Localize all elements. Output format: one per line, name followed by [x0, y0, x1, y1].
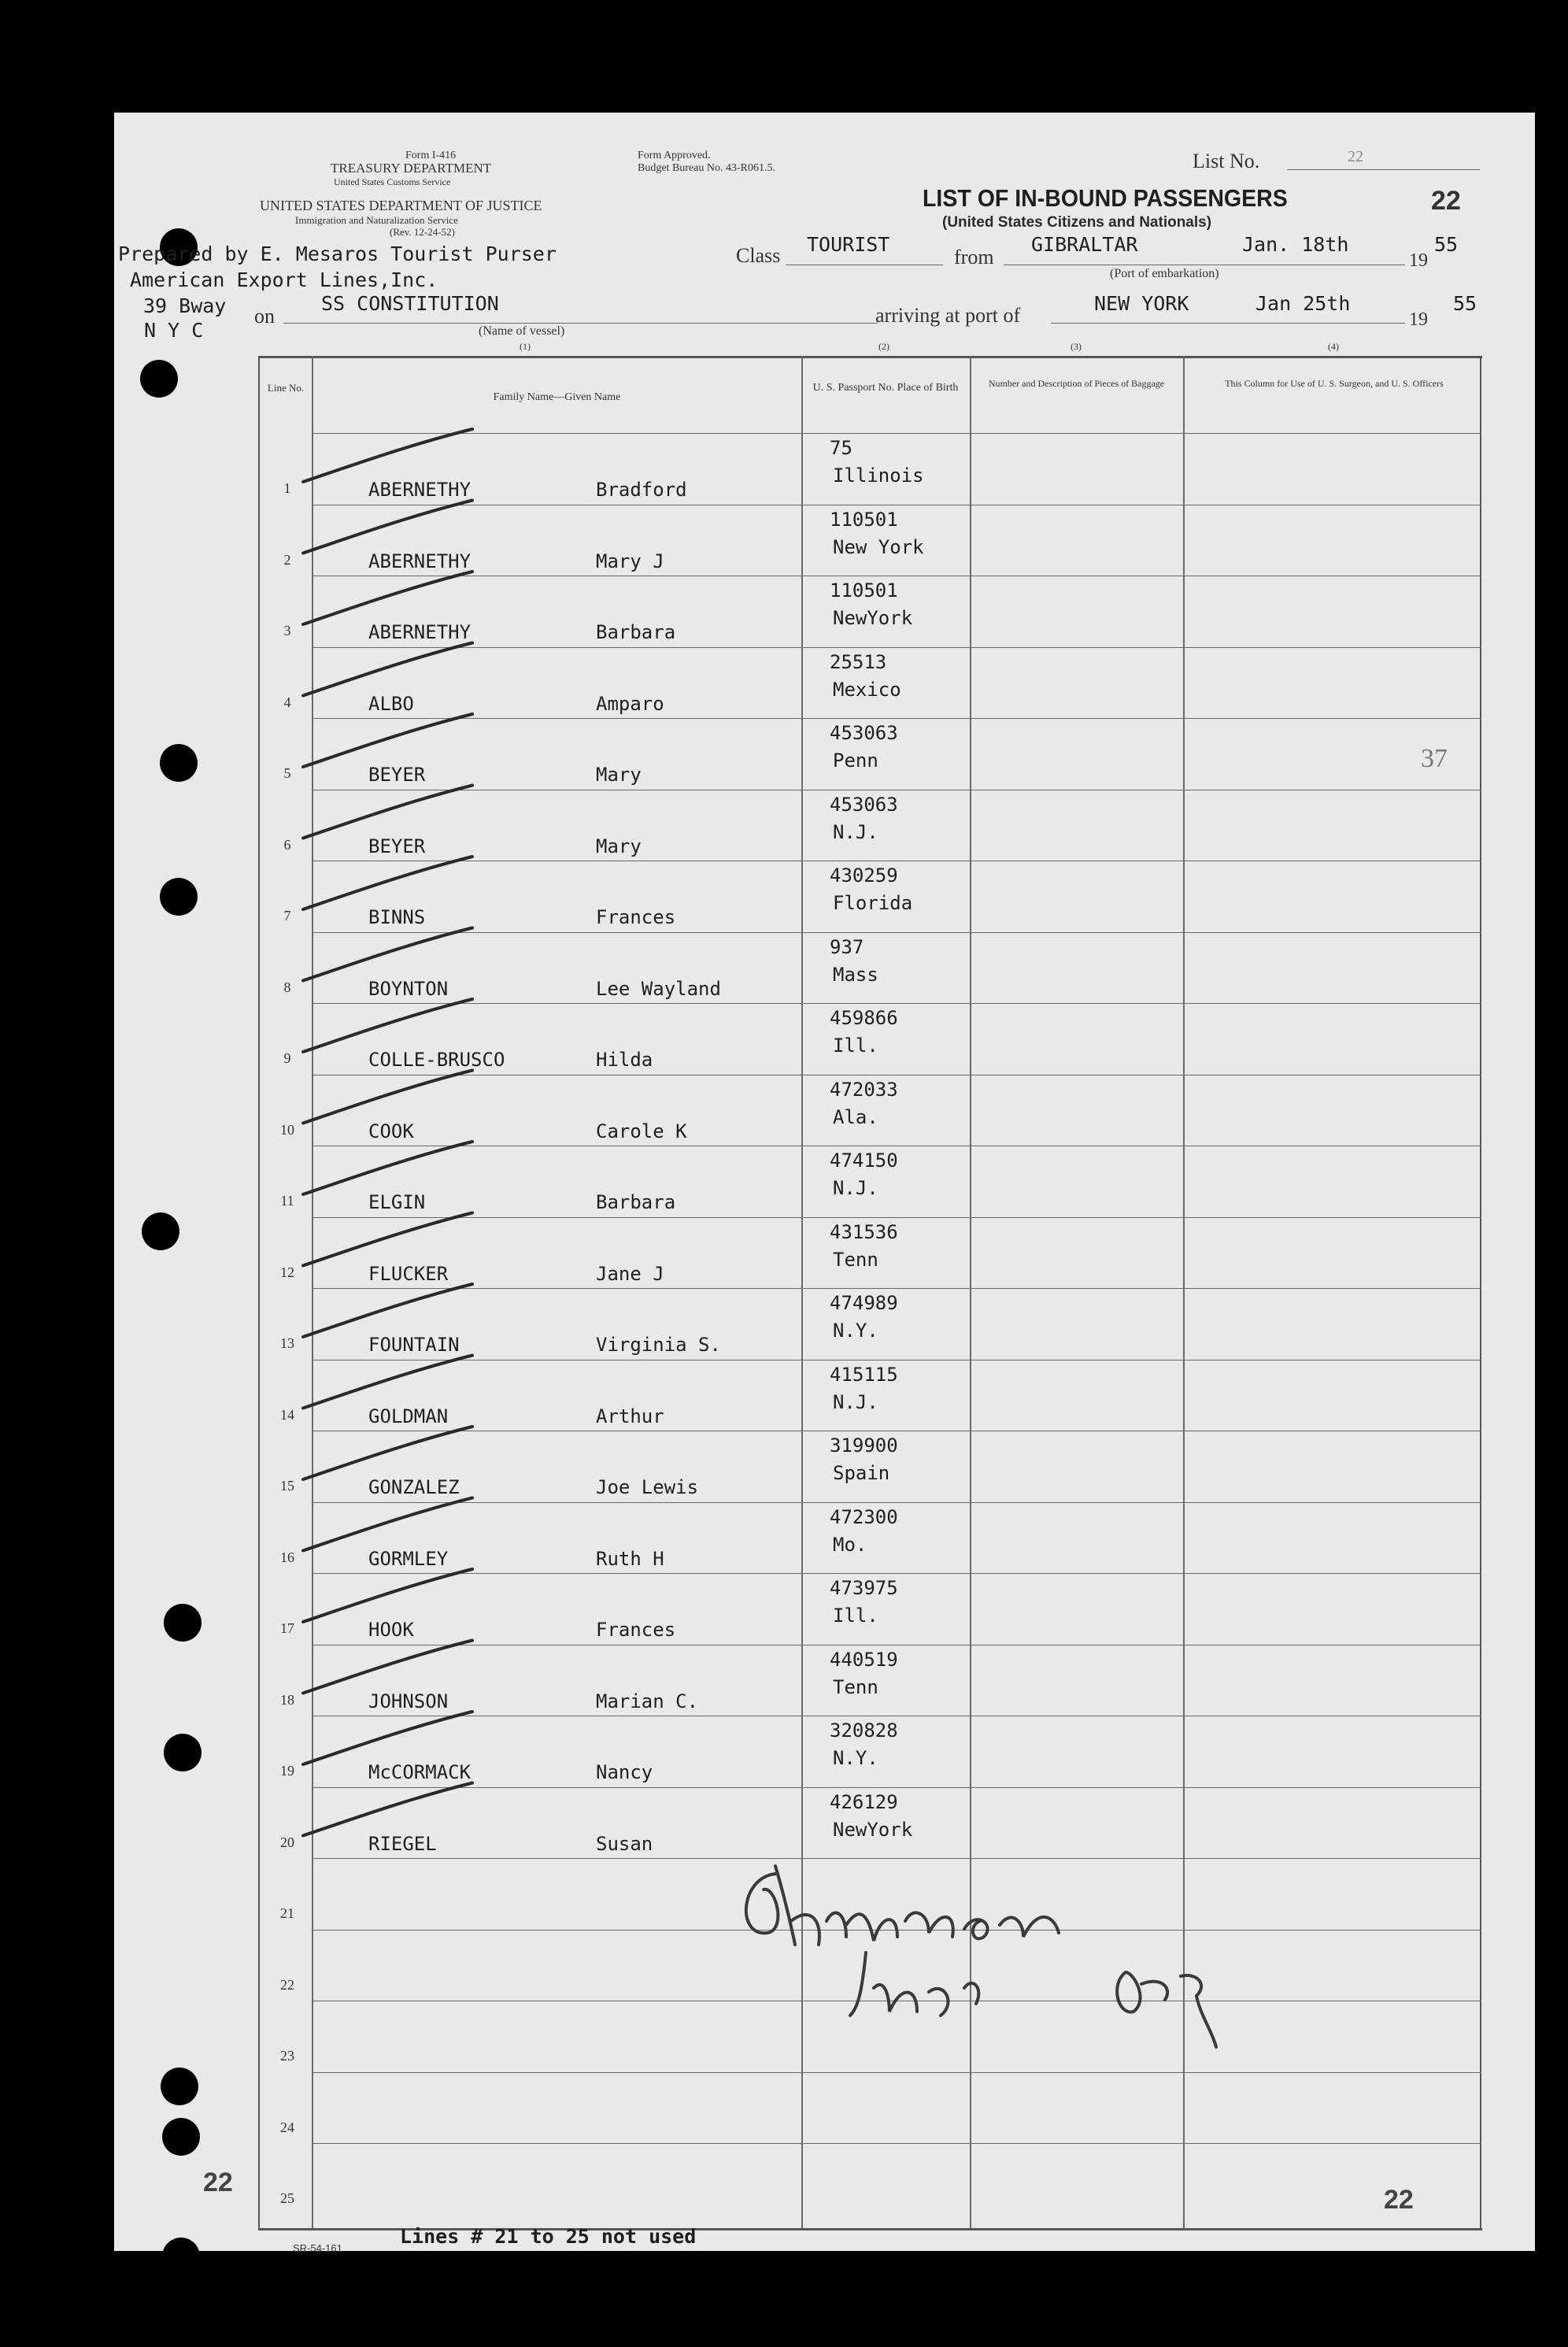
family-name: GOLDMAN: [368, 1405, 449, 1427]
check-mark: [303, 501, 472, 553]
place-of-birth: Mass: [833, 963, 878, 986]
given-name: Nancy: [596, 1761, 653, 1783]
family-name: ALBO: [368, 692, 414, 715]
check-mark: [303, 786, 472, 838]
place-of-birth: N.Y.: [833, 1747, 878, 1769]
given-name: Joe Lewis: [596, 1476, 699, 1498]
from-label: from: [954, 246, 994, 268]
place-of-birth: Ill.: [833, 1035, 878, 1057]
passport-number: 440519: [830, 1648, 898, 1671]
check-mark: [303, 1783, 472, 1836]
given-name: Lee Wayland: [596, 977, 721, 1000]
line-number: 16: [280, 1549, 294, 1565]
bottom-right-number: 22: [1384, 2185, 1414, 2215]
footer-note: Lines # 21 to 25 not used: [400, 2225, 697, 2248]
check-mark: [303, 429, 472, 482]
check-mark: [303, 1071, 472, 1124]
family-name: JOHNSON: [368, 1690, 449, 1712]
check-mark: [303, 928, 472, 981]
check-mark: [303, 1213, 472, 1266]
arriving-label: arriving at port of: [875, 304, 1021, 327]
year-prefix-depart: 19: [1409, 250, 1428, 271]
passport-number: 415115: [830, 1363, 898, 1386]
form-number: Form I-416: [405, 150, 457, 161]
header-passport: U. S. Passport No. Place of Birth: [812, 382, 959, 394]
header-line-no: Line No.: [267, 382, 305, 394]
check-mark: [303, 1712, 472, 1764]
family-name: BOYNTON: [368, 977, 449, 1000]
given-name: Arthur: [596, 1405, 664, 1427]
line-number: 15: [280, 1478, 294, 1494]
check-mark: [303, 1498, 472, 1551]
family-name: ABERNETHY: [368, 550, 472, 572]
place-of-birth: N.J.: [833, 1390, 878, 1413]
line-number: 2: [283, 551, 291, 568]
check-mark: [303, 714, 472, 767]
family-name: COLLE-BRUSCO: [368, 1049, 505, 1071]
given-name: Mary J: [596, 550, 664, 572]
departure-year: 55: [1434, 233, 1459, 256]
vessel-name-label: (Name of vessel): [479, 324, 565, 338]
header-baggage: Number and Description of Pieces of Baggage: [988, 378, 1165, 389]
place-of-birth: N.J.: [833, 820, 878, 843]
family-name: BEYER: [368, 835, 426, 857]
place-of-birth: Tenn: [833, 1248, 878, 1271]
family-name: ABERNETHY: [368, 621, 472, 643]
passport-number: 75: [830, 437, 852, 459]
class-label: Class: [736, 244, 781, 267]
passport-number: 472300: [830, 1505, 898, 1528]
margin-annotation: 37: [1421, 744, 1448, 773]
place-of-birth: Tenn: [833, 1675, 878, 1698]
given-name: Marian C.: [596, 1690, 699, 1712]
line-number: 7: [283, 908, 291, 924]
col-num-2: (2): [878, 341, 889, 352]
budget-bureau: Budget Bureau No. 43-R061.5.: [638, 162, 775, 174]
left-margin-number: 22: [203, 2167, 233, 2197]
passport-number: 319900: [830, 1434, 898, 1457]
given-name: Amparo: [596, 692, 664, 715]
given-name: Mary: [596, 835, 642, 857]
col-num-4: (4): [1328, 341, 1339, 352]
given-name: Virginia S.: [596, 1334, 721, 1356]
place-of-birth: Spain: [833, 1462, 890, 1484]
place-of-birth: N.J.: [833, 1177, 878, 1199]
line-number: 8: [283, 979, 291, 995]
given-name: Frances: [596, 1619, 676, 1641]
given-name: Jane J: [596, 1262, 664, 1285]
place-of-birth: Mo.: [833, 1533, 867, 1556]
family-name: McCORMACK: [368, 1761, 472, 1783]
family-name: FLUCKER: [368, 1262, 449, 1285]
form-approved: Form Approved.: [638, 150, 711, 161]
list-no-value: 22: [1348, 148, 1363, 165]
line-number: 10: [280, 1121, 294, 1138]
family-name: ABERNETHY: [368, 479, 472, 501]
line-number: 5: [283, 765, 291, 781]
line-number: 14: [280, 1406, 294, 1423]
address-city: N Y C: [144, 319, 204, 342]
family-name: GORMLEY: [368, 1547, 449, 1570]
company-name: American Export Lines,Inc.: [130, 268, 438, 291]
passport-number: 320828: [830, 1720, 898, 1742]
passport-number: 453063: [830, 793, 898, 816]
col-num-1: (1): [520, 341, 531, 352]
place-of-birth: New York: [833, 535, 924, 558]
line-number: 18: [280, 1691, 294, 1708]
given-name: Ruth H: [596, 1547, 664, 1570]
check-mark: [303, 572, 472, 624]
col-num-3: (3): [1071, 341, 1082, 352]
list-no-label: List No.: [1193, 150, 1260, 172]
page-subtitle: (United States Citizens and Nationals): [942, 214, 1212, 231]
check-mark: [303, 999, 472, 1052]
place-of-birth: Illinois: [833, 465, 924, 487]
family-name: ELGIN: [368, 1191, 426, 1213]
passport-number: 472033: [830, 1078, 898, 1101]
given-name: Barbara: [596, 1191, 676, 1213]
check-mark: [303, 1356, 472, 1409]
check-mark: [303, 1427, 472, 1479]
passport-number: 110501: [830, 508, 898, 531]
page-title: LIST OF IN-BOUND PASSENGERS: [923, 184, 1288, 212]
passport-number: 431536: [830, 1220, 898, 1243]
arrival-year: 55: [1453, 292, 1477, 315]
given-name: Susan: [596, 1832, 653, 1855]
given-name: Carole K: [596, 1120, 687, 1142]
line-number: 20: [280, 1834, 294, 1850]
line-number: 9: [283, 1050, 291, 1066]
check-mark: [303, 1641, 472, 1694]
passport-number: 459866: [830, 1007, 898, 1029]
passport-number: 110501: [830, 579, 898, 602]
header-officers: This Column for Use of U. S. Surgeon, and U. S. Officers: [1225, 378, 1444, 389]
check-mark: [303, 1142, 472, 1194]
place-of-birth: Penn: [833, 750, 878, 772]
passport-number: 453063: [830, 722, 898, 744]
address-street: 39 Bway: [143, 294, 227, 317]
family-name: BEYER: [368, 764, 426, 786]
passport-number: 474150: [830, 1149, 898, 1172]
check-mark: [303, 643, 472, 696]
on-label: on: [254, 305, 275, 328]
given-name: Mary: [596, 764, 642, 786]
vessel-name: SS CONSTITUTION: [321, 292, 499, 315]
passport-number: 426129: [830, 1790, 898, 1813]
form-code: SR-54-161: [293, 2242, 342, 2254]
line-number: 22: [280, 1976, 294, 1993]
place-of-birth: NewYork: [833, 1818, 913, 1841]
check-mark: [303, 1569, 472, 1622]
place-of-birth: Ala.: [833, 1105, 878, 1128]
family-name: HOOK: [368, 1619, 414, 1641]
form-revision: (Rev. 12-24-52): [390, 226, 455, 238]
line-number: 6: [283, 836, 291, 853]
family-name: GONZALEZ: [368, 1476, 460, 1498]
family-name: COOK: [368, 1120, 414, 1142]
passport-number: 430259: [830, 864, 898, 887]
treasury-dept: TREASURY DEPARTMENT: [331, 161, 492, 176]
ins-service: Immigration and Naturalization Service: [295, 214, 458, 226]
line-number: 4: [283, 694, 291, 710]
place-of-birth: Florida: [833, 892, 913, 914]
year-prefix-arrive: 19: [1409, 309, 1428, 330]
prepared-by: Prepared by E. Mesaros Tourist Purser: [118, 242, 557, 265]
line-number: 19: [280, 1763, 294, 1779]
page-number: 22: [1431, 186, 1461, 216]
passport-number: 474989: [830, 1292, 898, 1314]
place-of-birth: N.Y.: [833, 1320, 878, 1342]
dept-justice: UNITED STATES DEPARTMENT OF JUSTICE: [260, 198, 542, 213]
family-name: FOUNTAIN: [368, 1334, 460, 1356]
from-port: GIBRALTAR: [1031, 233, 1138, 256]
line-number: 13: [280, 1335, 294, 1351]
check-mark: [303, 1284, 472, 1337]
line-number: 25: [280, 2190, 294, 2206]
line-number: 21: [280, 1905, 294, 1921]
arrival-date: Jan 25th: [1256, 292, 1351, 315]
header-name: Family Name—Given Name: [493, 391, 621, 403]
given-name: Frances: [596, 906, 676, 928]
place-of-birth: Ill.: [833, 1605, 878, 1627]
arrival-port: NEW YORK: [1094, 292, 1189, 315]
family-name: RIEGEL: [368, 1832, 437, 1855]
given-name: Bradford: [596, 479, 687, 501]
passport-number: 473975: [830, 1577, 898, 1599]
given-name: Barbara: [596, 621, 676, 643]
line-number: 12: [280, 1264, 294, 1280]
family-name: BINNS: [368, 906, 426, 928]
line-number: 11: [280, 1193, 294, 1209]
line-number: 17: [280, 1620, 294, 1636]
customs-service: United States Customs Service: [334, 176, 451, 187]
place-of-birth: NewYork: [833, 607, 913, 629]
passport-number: 25513: [830, 650, 887, 673]
given-name: Hilda: [596, 1049, 653, 1071]
departure-date: Jan. 18th: [1242, 233, 1349, 256]
place-of-birth: Mexico: [833, 678, 901, 701]
line-number: 3: [283, 623, 291, 639]
check-mark: [303, 857, 472, 909]
line-number: 1: [283, 480, 291, 496]
port-embark-label: (Port of embarkation): [1110, 267, 1219, 280]
class-value: TOURIST: [807, 233, 890, 256]
passport-number: 937: [830, 935, 864, 958]
line-number: 23: [280, 2048, 294, 2064]
line-number: 24: [280, 2119, 294, 2135]
